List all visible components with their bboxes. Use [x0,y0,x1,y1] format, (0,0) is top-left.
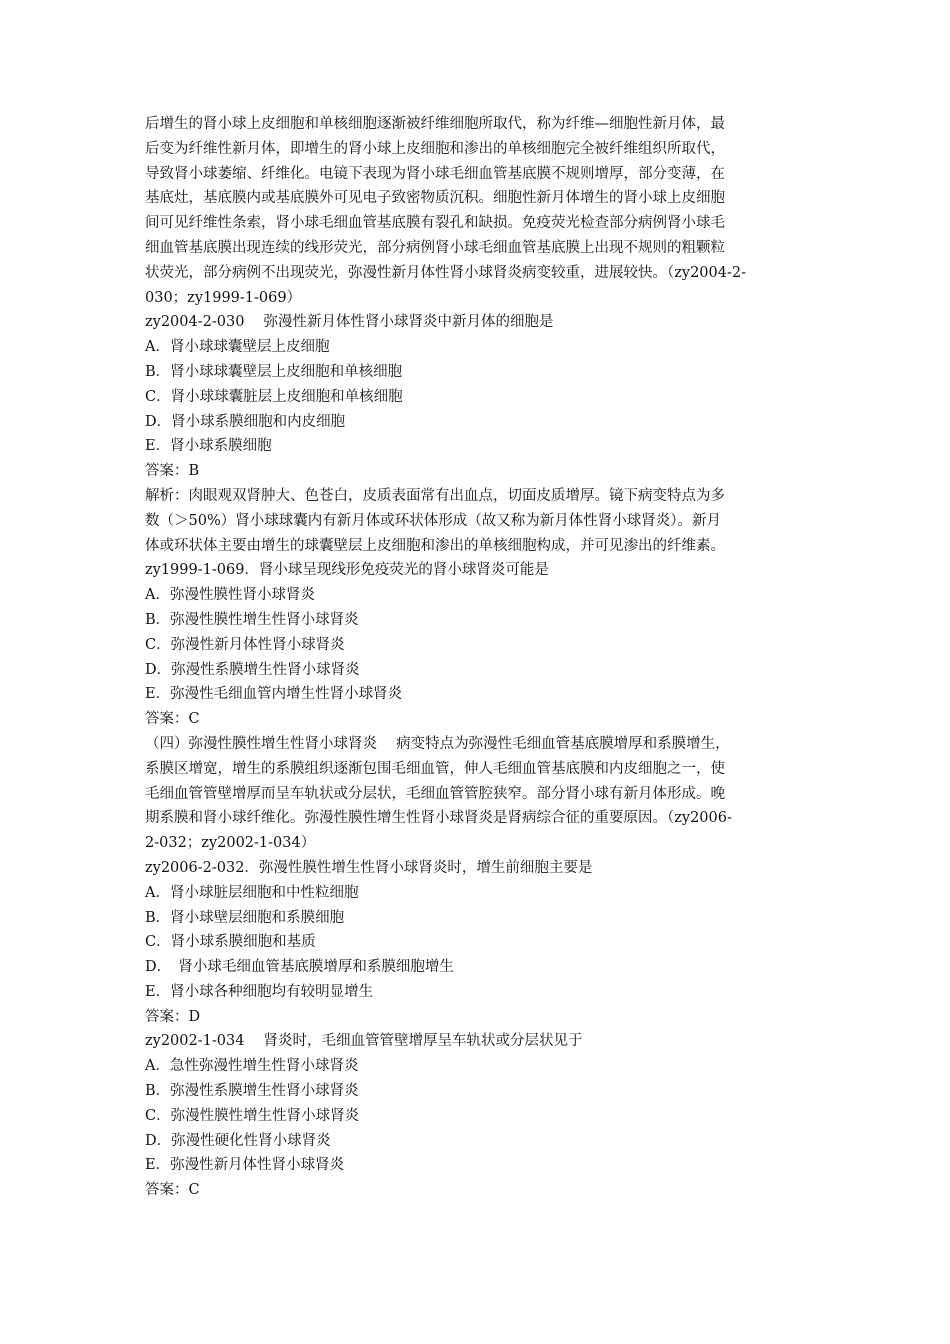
text-line: 系膜区增宽，增生的系膜组织逐渐包围毛细血管，伸人毛细血管基底膜和内皮细胞之一，使 [145,760,725,777]
text-line: 基底灶，基底膜内或基底膜外可见电子致密物质沉积。细胞性新月体增生的肾小球上皮细胞 [145,190,725,207]
text-line: 030；zy1999-1-069） [145,289,302,306]
text-line: 毛细血管管壁增厚而呈车轨状或分层状，毛细血管管腔狭窄。部分肾小球有新月体形成。晚 [145,785,725,802]
text-line: 细血管基底膜出现连续的线形荧光，部分病例肾小球毛细血管基底膜上出现不规则的粗颗粒 [145,239,725,256]
text-line: 答案：B [145,463,200,480]
text-line: 导致肾小球萎缩、纤维化。电镜下表现为肾小球毛细血管基底膜不规则增厚，部分变薄，在 [145,165,725,182]
text-line: A．急性弥漫性增生性肾小球肾炎 [145,1058,359,1075]
text-line: 答案：D [145,1008,201,1025]
text-line: 间可见纤维性条索，肾小球毛细血管基底膜有裂孔和缺损。免疫荧光检查部分病例肾小球毛 [145,215,725,232]
text-line: 后增生的肾小球上皮细胞和单核细胞逐渐被纤维细胞所取代，称为纤维—细胞性新月体，最 [145,116,725,132]
document-page [145,112,815,1203]
text-line: 数（＞50%）肾小球球囊内有新月体或环状体形成（故又称为新月体性肾小球肾炎）。新月 [145,512,721,529]
text-line: zy2004-2-030 弥漫性新月体性肾小球肾炎中新月体的细胞是 [145,314,554,331]
text-line: C．肾小球系膜细胞和基质 [145,934,316,951]
text-line: B．肾小球壁层细胞和系膜细胞 [145,909,345,926]
text-line: A．弥漫性膜性肾小球肾炎 [145,587,315,604]
text-line: E．弥漫性毛细血管内增生性肾小球肾炎 [145,686,403,703]
text-line: 答案：C [145,711,200,728]
text-line: 体或环状体主要由增生的球囊壁层上皮细胞和渗出的单核细胞构成，并可见渗出的纤维素。 [145,537,725,554]
text-line: 2-032；zy2002-1-034） [145,835,316,852]
text-line: D．弥漫性系膜增生性肾小球肾炎 [145,661,360,678]
text-line: C．弥漫性膜性增生性肾小球肾炎 [145,1107,360,1124]
text-line: E．弥漫性新月体性肾小球肾炎 [145,1157,345,1174]
text-line: C．弥漫性新月体性肾小球肾炎 [145,636,345,653]
text-line: zy1999-1-069．肾小球呈现线形免疫荧光的肾小球肾炎可能是 [145,562,549,579]
text-line: D．弥漫性硬化性肾小球肾炎 [145,1132,331,1149]
text-line: zy2006-2-032．弥漫性膜性增生性肾小球肾炎时，增生前细胞主要是 [145,859,593,876]
text-line: 解析：肉眼观双肾肿大、色苍白，皮质表面常有出血点，切面皮质增厚。镜下病变特点为多 [145,487,725,504]
text-line: 答案：C [145,1182,200,1199]
text-line: （四）弥漫性膜性增生性肾小球肾炎 病变特点为弥漫性毛细血管基底膜增厚和系膜增生， [145,735,730,752]
text-line: A．肾小球球囊壁层上皮细胞 [145,339,330,356]
text-line: D． 肾小球毛细血管基底膜增厚和系膜细胞增生 [145,959,454,976]
text-line: C．肾小球球囊脏层上皮细胞和单核细胞 [145,388,403,405]
text-line: B．弥漫性系膜增生性肾小球肾炎 [145,1083,359,1100]
text-line: zy2002-1-034 肾炎时，毛细血管管壁增厚呈车轨状或分层状见于 [145,1033,583,1050]
text-line: 后变为纤维性新月体，即增生的肾小球上皮细胞和渗出的单核细胞完全被纤维组织所取代， [145,140,725,157]
text-line: E．肾小球系膜细胞 [145,438,272,455]
text-line: 状荧光，部分病例不出现荧光，弥漫性新月体性肾小球肾炎病变较重，进展较快。（zy2004-2- [145,264,747,281]
text-line: E．肾小球各种细胞均有较明显增生 [145,983,374,1000]
text-line: B．弥漫性膜性增生性肾小球肾炎 [145,611,359,628]
text-line: 期系膜和肾小球纤维化。弥漫性膜性增生性肾小球肾炎是肾病综合征的重要原因。（zy2006- [145,810,732,827]
text-line: B．肾小球球囊壁层上皮细胞和单核细胞 [145,363,403,380]
text-line: A．肾小球脏层细胞和中性粒细胞 [145,884,359,901]
text-line: D．肾小球系膜细胞和内皮细胞 [145,413,346,430]
